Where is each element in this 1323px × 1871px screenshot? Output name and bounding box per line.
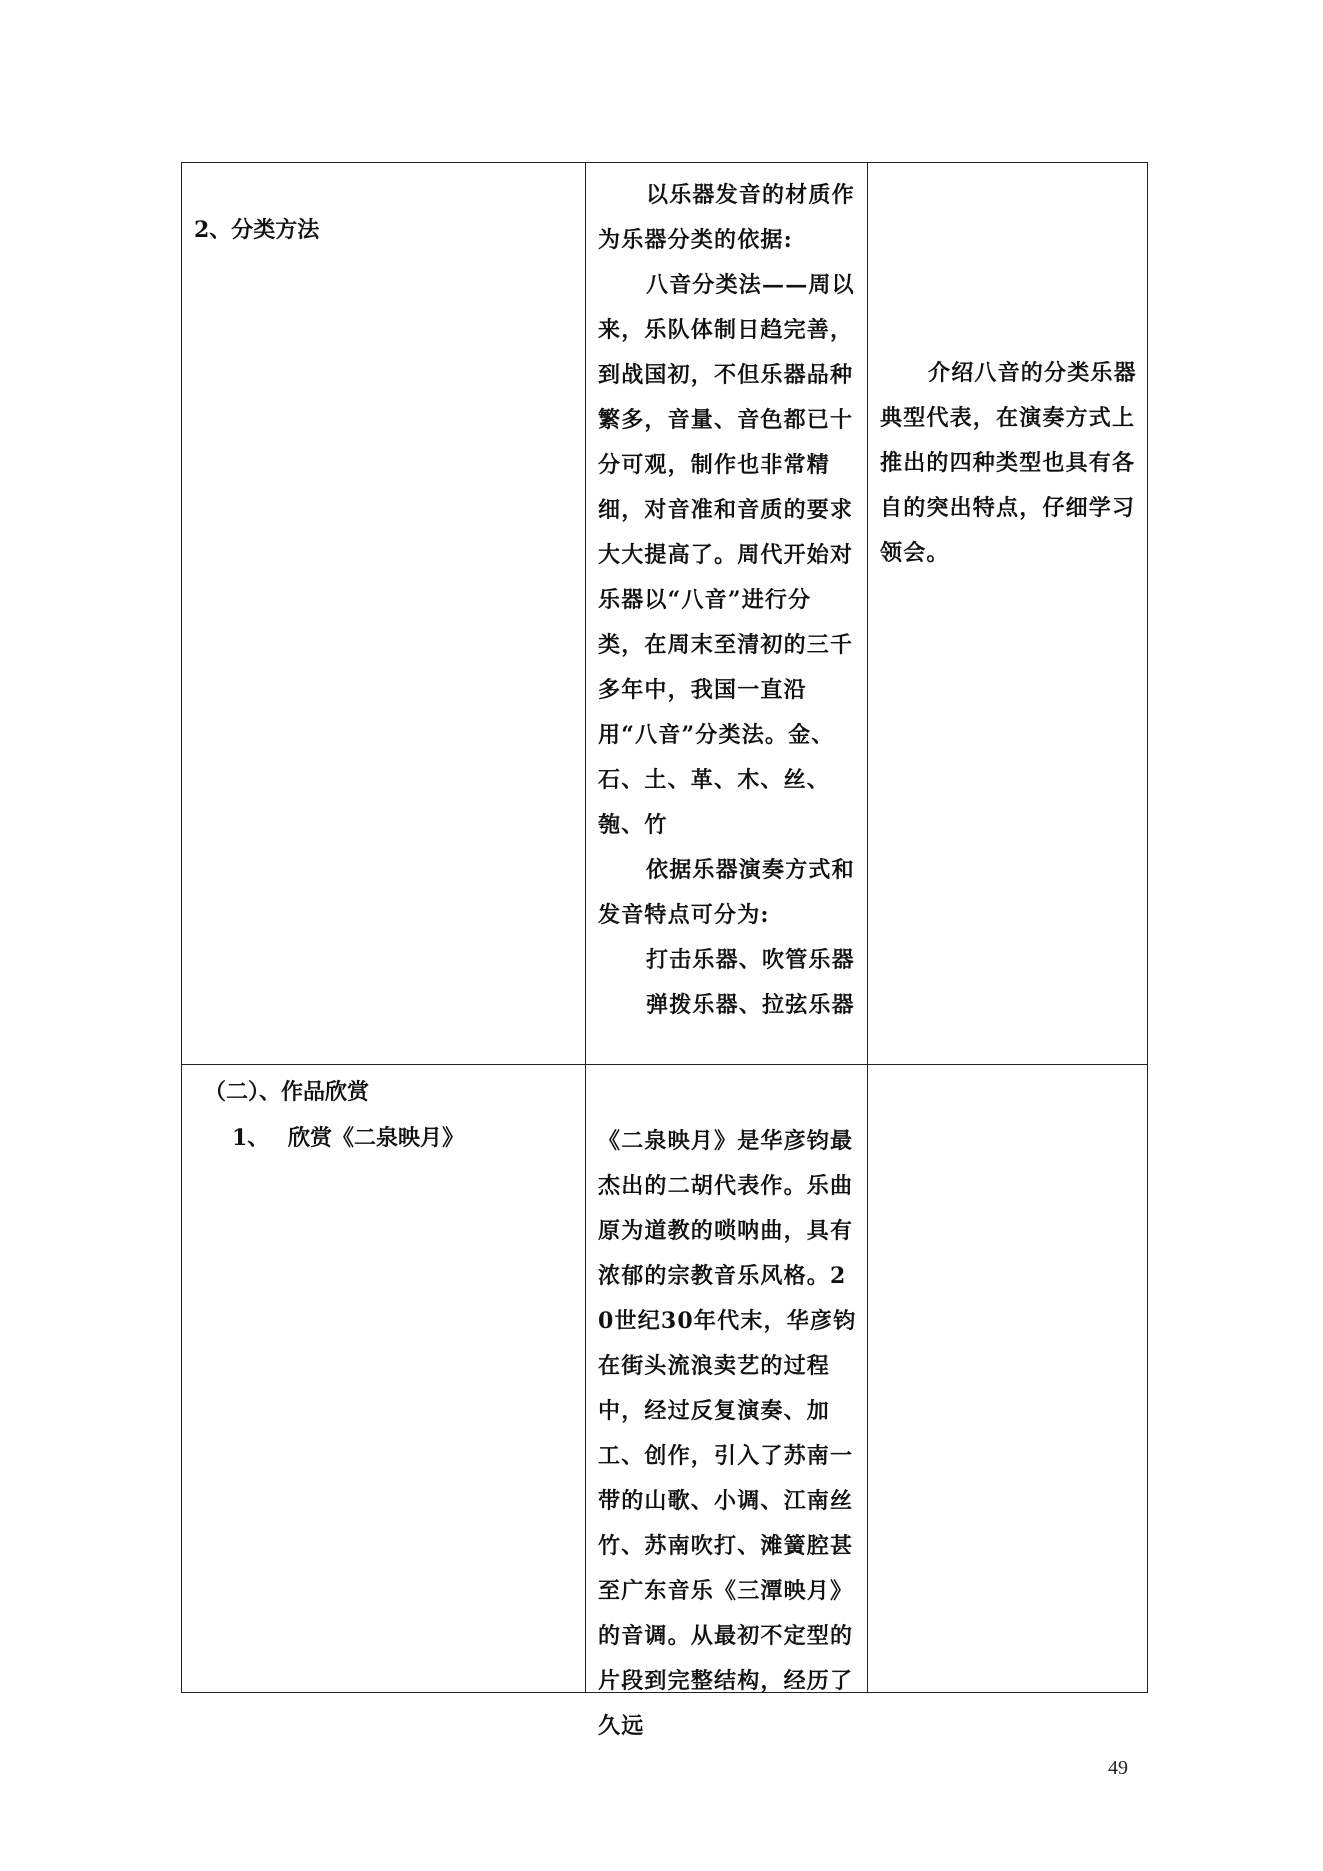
cell-section-label: [182, 1065, 586, 1693]
cell-note: [868, 163, 1148, 1065]
item-title: 欣赏《二泉映月》: [288, 1125, 465, 1151]
section-label: 2、分类方法: [194, 217, 320, 243]
item-number: 1、: [232, 1125, 270, 1151]
lesson-plan-table: [181, 162, 1148, 1739]
classification-content: [598, 173, 857, 1028]
section-heading: （二）、作品欣赏: [204, 1079, 370, 1105]
page-number: 49: [1108, 1757, 1128, 1779]
appreciation-content: 《二泉映月》是华彦钧最杰出的二胡代表作。乐曲原为道教的唢呐曲，具有浓郁的宗教音乐风格。20世纪30年代末，华彦钧在街头流浪卖艺的过程中，经过反复演奏、加工、创作，引入了苏南一带的山歌、小调、江南丝竹、苏南吹打、滩簧腔甚至广东音乐《三潭映月》的音调。从最初不定型的片段到完整结构，经历了久远: [598, 1128, 857, 1739]
cell-content: [586, 1065, 868, 1739]
table-row-classification: [182, 163, 1148, 1065]
cell-note: [868, 1065, 1148, 1693]
content-paragraph: 依据乐器演奏方式和发音特点可分为:: [598, 857, 855, 928]
teaching-note: 介绍八音的分类乐器典型代表，在演奏方式上推出的四种类型也具有各自的突出特点，仔细学习领会。: [880, 360, 1137, 566]
content-paragraph: 以乐器发音的材质作为乐器分类的依据:: [598, 182, 855, 253]
cell-content: [586, 163, 868, 1065]
content-paragraph: 八音分类法——周以来，乐队体制日趋完善，到战国初，不但乐器品种繁多，音量、音色都已十分可观，制作也非常精细，对音准和音质的要求大大提高了。周代开始对乐器以“八音”进行分类，在周末至清初的三千多年中，我国一直沿用“八音”分类法。金、石、土、革、木、丝、匏、竹: [598, 272, 855, 838]
cell-section-label: [182, 163, 586, 1065]
content-paragraph: 弹拨乐器、拉弦乐器: [646, 992, 855, 1018]
table-row-appreciation: [182, 1065, 1148, 1693]
content-paragraph: 打击乐器、吹管乐器: [646, 947, 855, 973]
section-item: [232, 1123, 464, 1153]
